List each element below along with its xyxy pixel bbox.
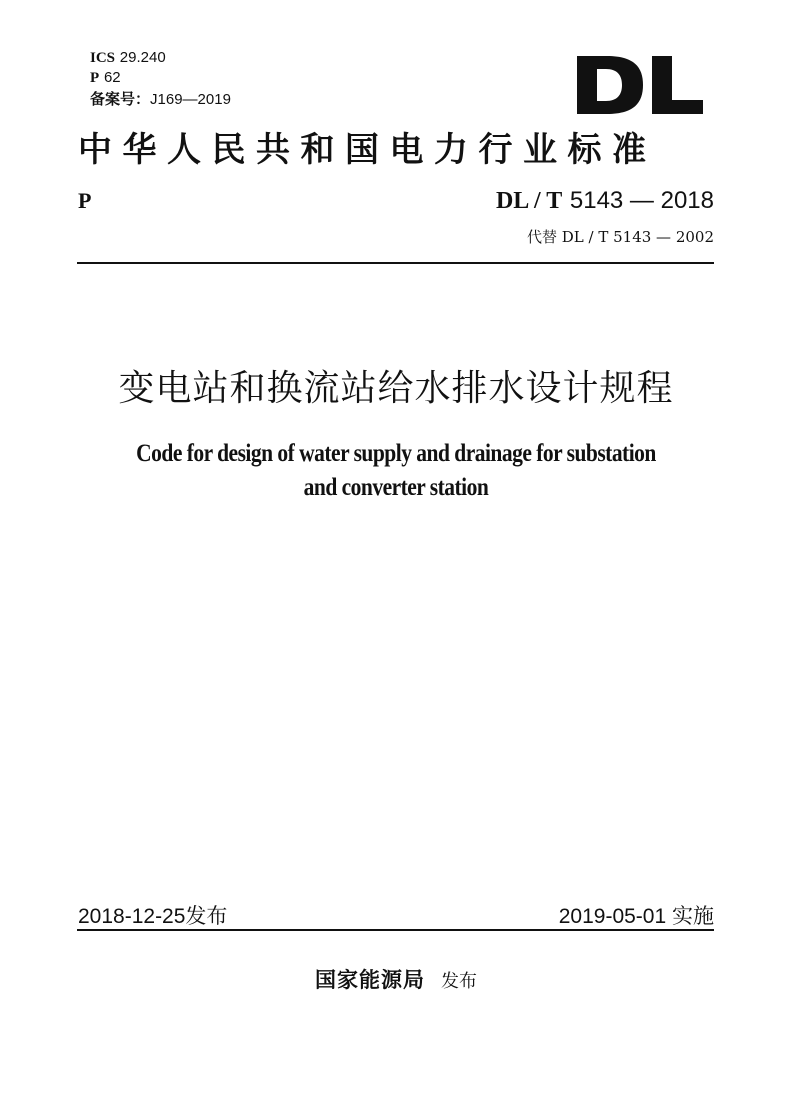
ccs-value: 62 [103,69,121,86]
classification-code: P [78,188,92,213]
issue-date [78,900,227,930]
ics-code [90,48,166,67]
ics-value: 29.240 [119,49,166,66]
record-number [90,90,231,109]
dl-logo-d [577,56,643,114]
title-english-line1: Code for design of water supply and drainage for substation [136,440,656,467]
title-english-line2: and converter station [303,474,489,501]
implement-date-label: 实施 [672,904,714,928]
record-value: J169—2019 [150,91,231,108]
implement-date [559,900,714,930]
header-divider [77,262,714,264]
dl-logo [577,56,703,114]
standard-number [496,186,714,215]
org-title: 中华人民共和国电力行业标准 [78,130,657,170]
ics-label: ICS [90,50,116,66]
record-label: 备案号： [90,90,151,108]
ccs-code [90,68,121,87]
dl-logo-l [652,56,703,114]
publisher-action: 发布 [441,971,477,992]
title-chinese: 变电站和换流站给水排水设计规程 [118,368,674,409]
footer-divider [77,929,714,931]
standard-code: 5143 — 2018 [569,187,714,214]
replaces-note: 代替 DL / T 5143 — 2002 [526,228,714,246]
issue-date-label: 发布 [185,904,228,928]
ccs-label: P [90,70,100,86]
issue-date-value: 2018-12-25 [78,905,186,928]
implement-date-value: 2019-05-01 [558,905,667,928]
publisher [0,964,792,994]
publisher-name: 国家能源局 [315,967,425,992]
standard-prefix: DL / T [495,188,563,214]
